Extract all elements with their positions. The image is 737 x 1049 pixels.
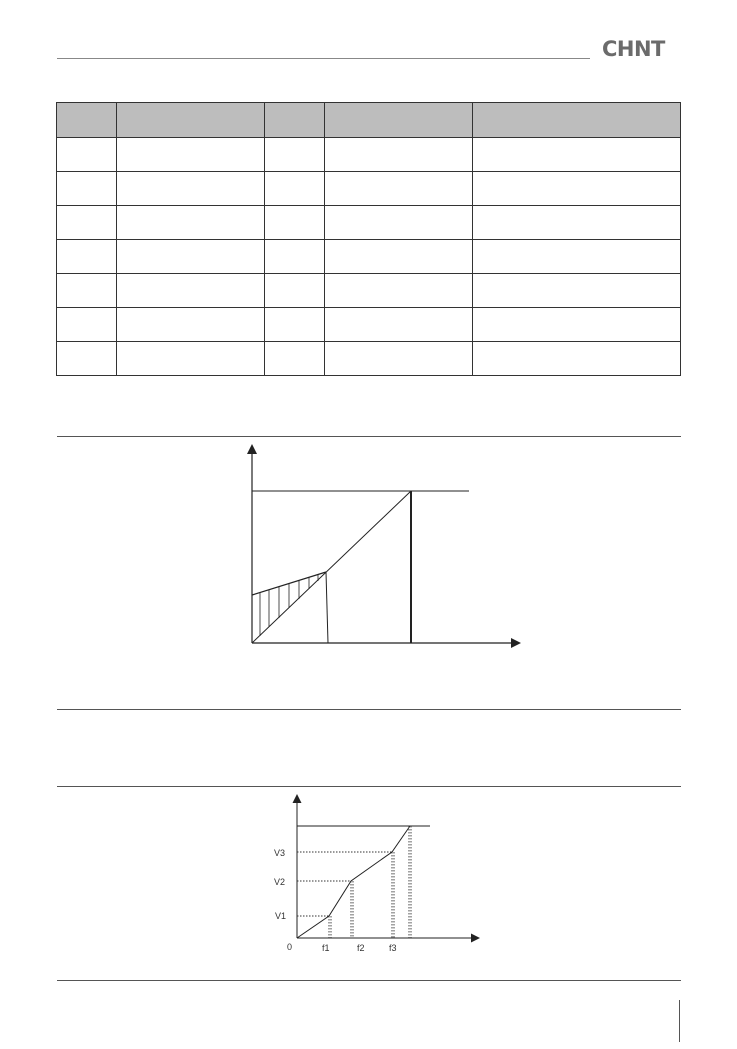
figure2-vf-polyline <box>297 826 410 938</box>
footer-rule <box>57 980 681 981</box>
page-edge-marker <box>679 1000 680 1042</box>
figure2-v2-label: V2 <box>274 877 286 887</box>
figure2-f2-label: f2 <box>357 943 365 953</box>
figure2-guide-lines <box>297 826 411 938</box>
figure2-f3-label: f3 <box>389 943 397 953</box>
figure2-origin-label: 0 <box>287 942 293 952</box>
figure2-v1-label: V1 <box>275 911 287 921</box>
figure2-v3-label: V3 <box>274 848 286 858</box>
brand-logo: CHNT <box>602 37 665 61</box>
figure2-f1-label: f1 <box>322 943 330 953</box>
